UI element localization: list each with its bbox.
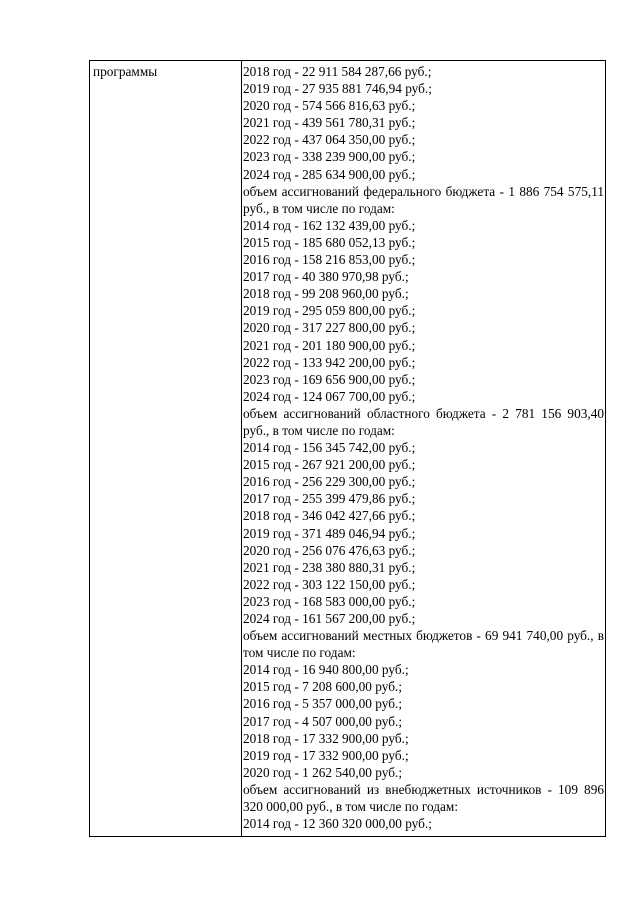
year-amount-line: 2021 год - 201 180 900,00 руб.; [243,337,416,353]
year-amount-line: 2023 год - 169 656 900,00 руб.; [243,371,416,387]
year-amount-line: 2018 год - 22 911 584 287,66 руб.; [243,64,432,79]
funding-source-heading: объем ассигнований областного бюджета - 2 781 156 903,40 руб., в том числе по годам: [243,405,604,438]
year-amount-line: 2018 год - 346 042 427,66 руб.; [243,508,416,524]
year-amount-line: 2016 год - 256 229 300,00 руб.; [243,474,416,490]
year-amount-line: 2021 год - 439 561 780,31 руб.; [243,115,416,131]
year-amount-line: 2023 год - 168 583 000,00 руб.; [243,593,416,609]
year-amount-line: 2015 год - 267 921 200,00 руб.; [243,457,416,473]
column-divider [241,61,242,836]
funding-source-heading: объем ассигнований федерального бюджета - 1 886 754 575,11 руб., в том числе по годам: [243,183,604,216]
year-amount-line: 2024 год - 161 567 200,00 руб.; [243,611,416,626]
year-amount-line: 2020 год - 1 262 540,00 руб.; [243,764,403,780]
year-amount-line: 2019 год - 295 059 800,00 руб.; [243,303,416,319]
year-amount-line: 2016 год - 5 357 000,00 руб.; [243,696,403,712]
year-amount-line: 2014 год - 156 345 742,00 руб.; [243,440,416,456]
funding-source-heading: объем ассигнований из внебюджетных источников - 109 896 320 000,00 руб., в том числе по годам: [243,781,604,815]
funding-table [89,60,606,837]
year-amount-line: 2021 год - 238 380 880,31 руб.; [243,559,416,575]
year-amount-line: 2017 год - 255 399 479,86 руб.; [243,491,416,507]
year-amount-line: 2018 год - 99 208 960,00 руб.; [243,286,409,302]
year-amount-line: 2022 год - 303 122 150,00 руб.; [243,576,416,592]
year-amount-line: 2019 год - 371 489 046,94 руб.; [243,525,416,541]
year-amount-line: 2022 год - 437 064 350,00 руб.; [243,132,416,148]
year-amount-line: 2024 год - 124 067 700,00 руб.; [243,388,416,404]
year-amount-line: 2019 год - 27 935 881 746,94 руб.; [243,81,432,97]
funding-details-cell [243,63,604,832]
year-amount-line: 2022 год - 133 942 200,00 руб.; [243,354,416,370]
year-amount-line: 2014 год - 16 940 800,00 руб.; [243,662,409,678]
year-amount-line: 2019 год - 17 332 900,00 руб.; [243,747,409,763]
year-amount-line: 2017 год - 4 507 000,00 руб.; [243,713,403,729]
year-amount-line: 2020 год - 317 227 800,00 руб.; [243,320,416,336]
year-amount-line: 2017 год - 40 380 970,98 руб.; [243,269,409,285]
year-amount-line: 2020 год - 574 566 816,63 руб.; [243,98,416,114]
table-label-cell: программы [93,64,158,79]
year-amount-line: 2014 год - 162 132 439,00 руб.; [243,217,416,233]
funding-source-heading: объем ассигнований местных бюджетов - 69 941 740,00 руб., в том числе по годам: [243,628,604,661]
year-amount-line: 2018 год - 17 332 900,00 руб.; [243,730,409,746]
year-amount-line: 2020 год - 256 076 476,63 руб.; [243,542,416,558]
year-amount-line: 2015 год - 7 208 600,00 руб.; [243,679,403,695]
year-amount-line: 2023 год - 338 239 900,00 руб.; [243,149,416,165]
year-amount-line: 2014 год - 12 360 320 000,00 руб.; [243,816,432,832]
year-amount-line: 2015 год - 185 680 052,13 руб.; [243,234,416,250]
year-amount-line: 2024 год - 285 634 900,00 руб.; [243,166,416,182]
year-amount-line: 2016 год - 158 216 853,00 руб.; [243,252,416,268]
